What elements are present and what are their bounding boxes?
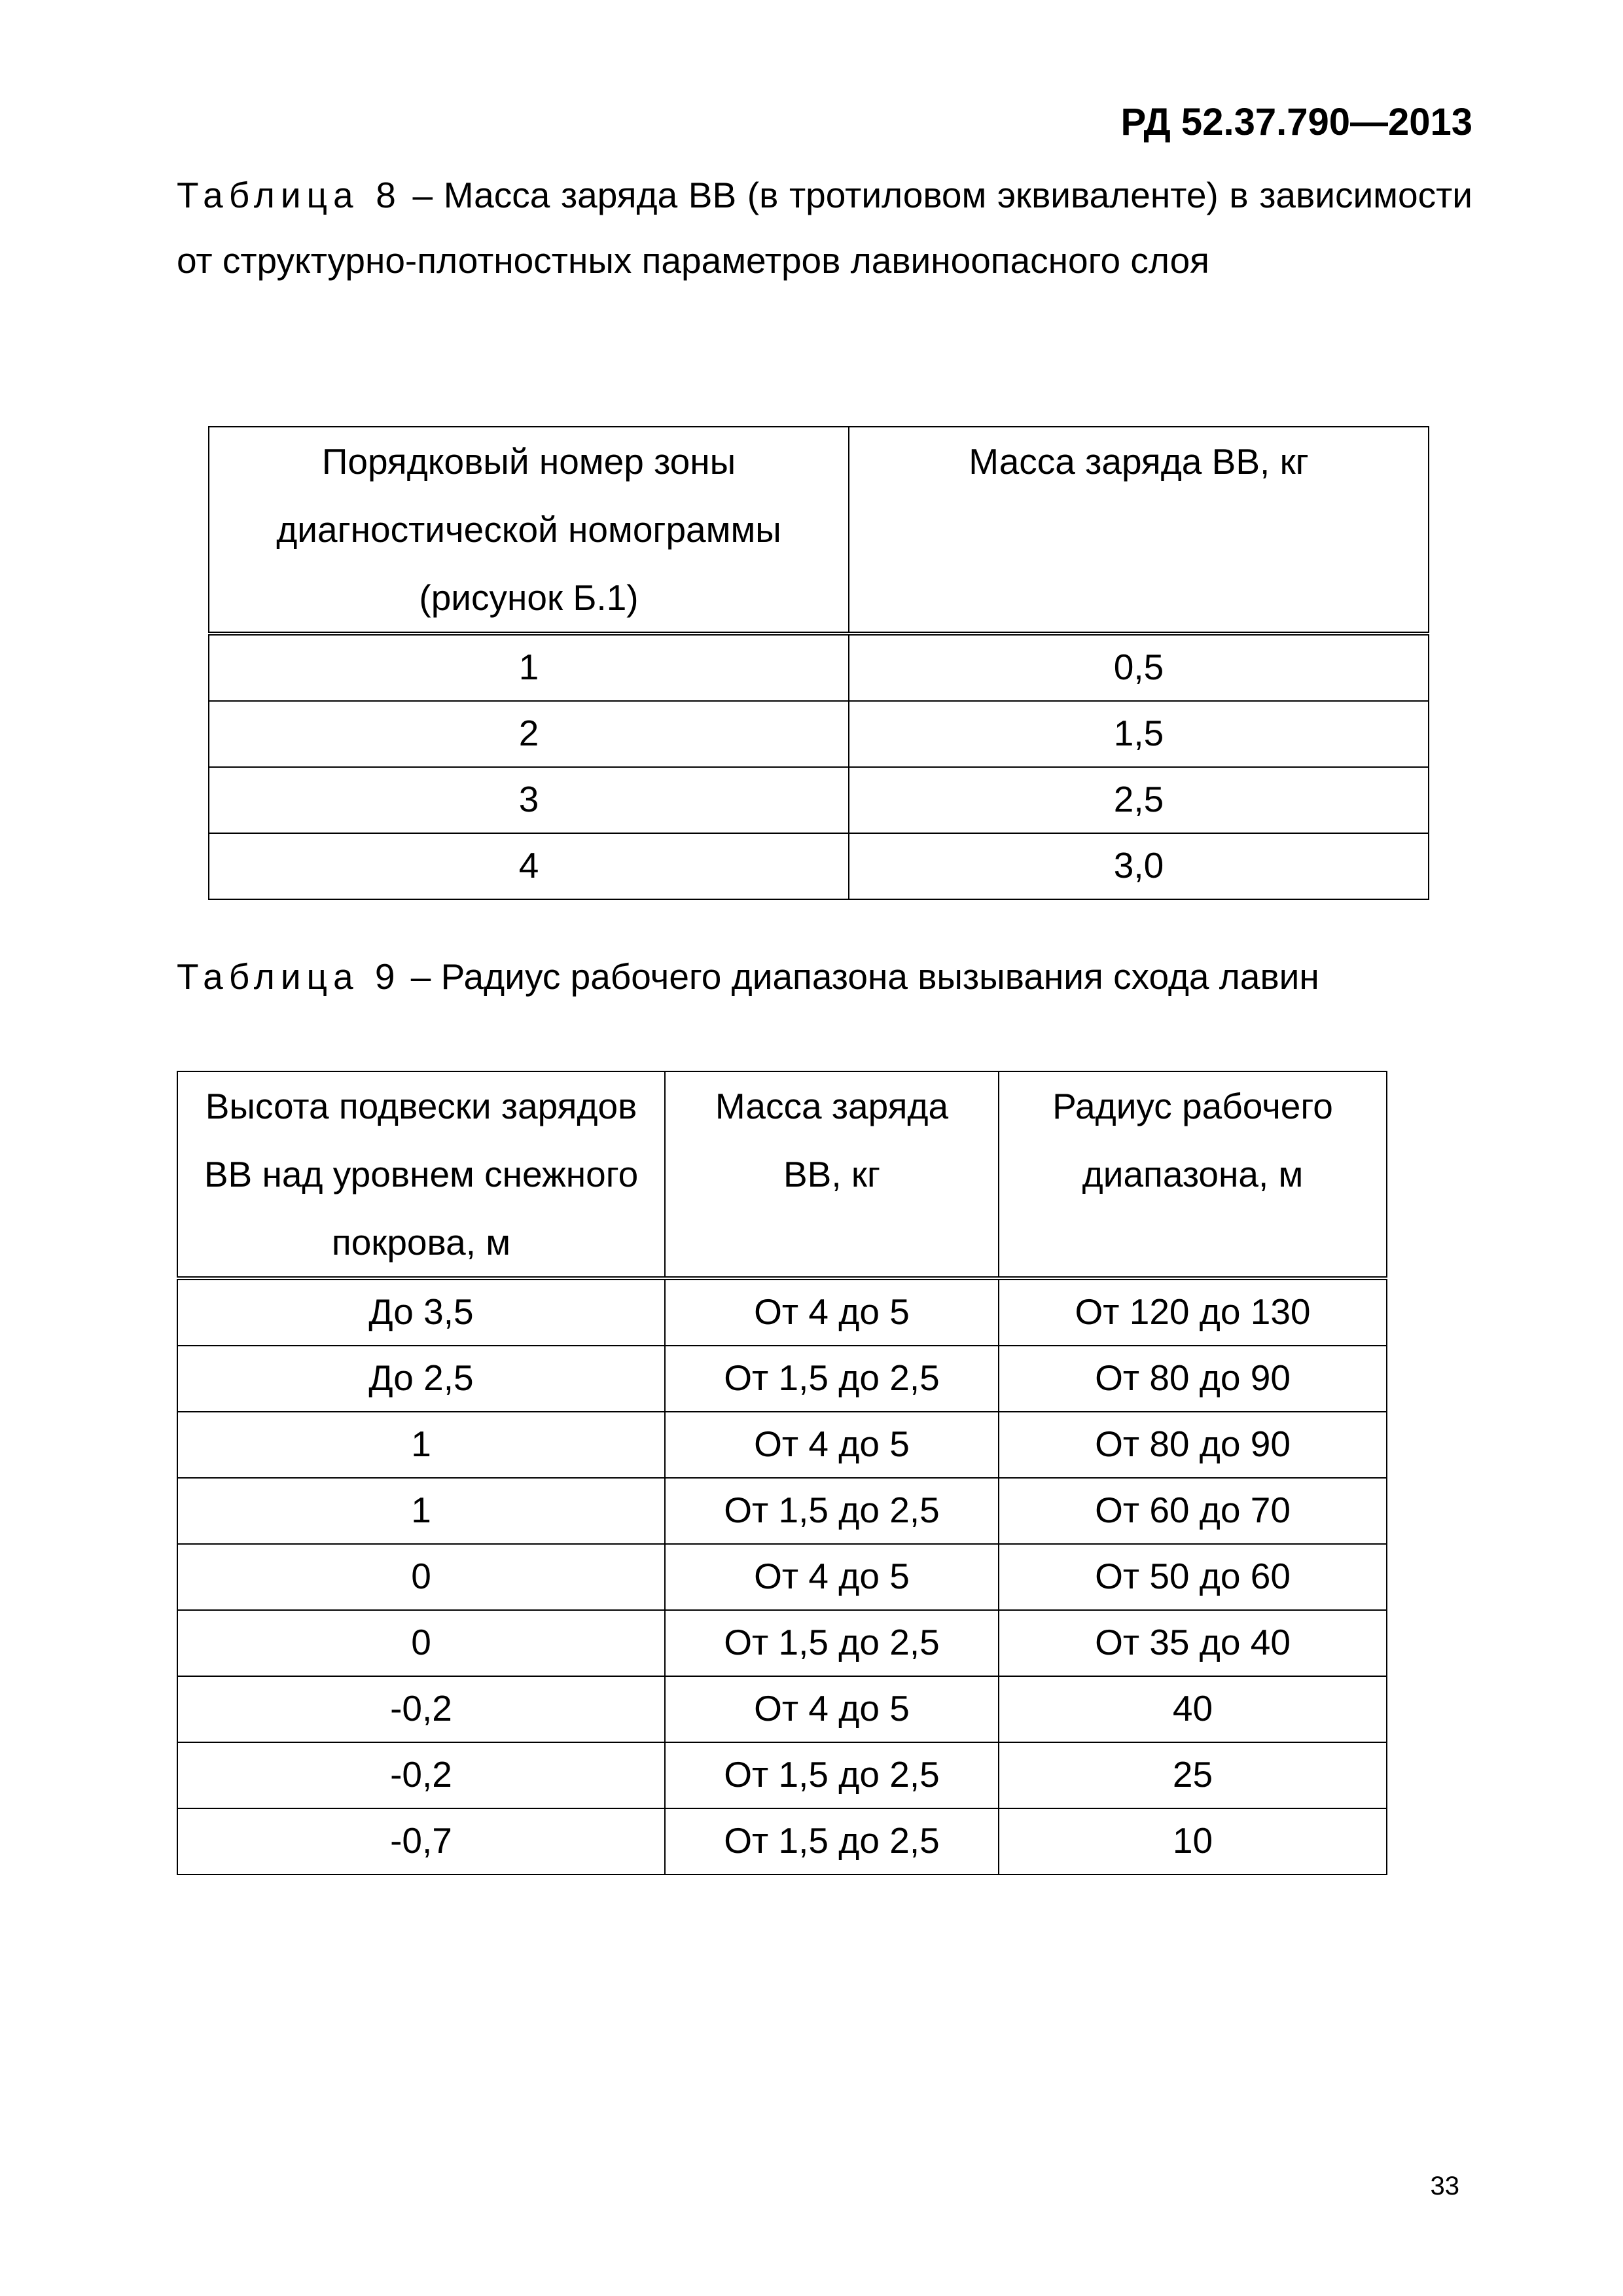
table-9-cell-radius: От 80 до 90 — [999, 1346, 1387, 1412]
table-9-header-charge-mass: Масса заряда ВВ, кг — [665, 1071, 999, 1278]
table-9-cell-mass: От 1,5 до 2,5 — [665, 1742, 999, 1808]
table-row — [177, 1808, 1387, 1874]
table-8-header-zone-number: Порядковый номер зоны диагностической номограммы (рисунок Б.1) — [209, 427, 849, 634]
table-9-cell-height: 0 — [177, 1544, 665, 1610]
table-9-header-radius: Радиус рабочего диапазона, м — [999, 1071, 1387, 1278]
table-9-cell-radius: 25 — [999, 1742, 1387, 1808]
table-8-caption — [177, 162, 1472, 293]
table-8-cell-mass: 1,5 — [849, 701, 1429, 767]
table-row — [177, 1742, 1387, 1808]
table-8-header-row — [209, 427, 1429, 634]
table-9-cell-mass: От 1,5 до 2,5 — [665, 1346, 999, 1412]
table-9-cell-height: До 2,5 — [177, 1346, 665, 1412]
table-9-caption-text: – Радиус рабочего диапазона вызывания схода лавин — [401, 956, 1319, 997]
table-8-cell-zone: 1 — [209, 634, 849, 701]
table-9-cell-height: До 3,5 — [177, 1278, 665, 1346]
table-9-cell-height: 1 — [177, 1478, 665, 1544]
table-9-cell-radius: 40 — [999, 1676, 1387, 1742]
table-9-header-row — [177, 1071, 1387, 1278]
table-9-cell-mass: От 4 до 5 — [665, 1676, 999, 1742]
table-8-cell-mass: 3,0 — [849, 833, 1429, 899]
table-9-cell-height: -0,2 — [177, 1742, 665, 1808]
table-row — [209, 833, 1429, 899]
table-9-cell-mass: От 1,5 до 2,5 — [665, 1808, 999, 1874]
table-9-cell-mass: От 4 до 5 — [665, 1412, 999, 1478]
table-row — [209, 701, 1429, 767]
table-9-cell-height: -0,2 — [177, 1676, 665, 1742]
table-9-cell-mass: От 4 до 5 — [665, 1278, 999, 1346]
table-9-cell-radius: От 60 до 70 — [999, 1478, 1387, 1544]
table-8 — [208, 426, 1429, 900]
table-8-caption-label: Таблица 8 — [177, 175, 402, 215]
table-9-cell-radius: 10 — [999, 1808, 1387, 1874]
table-8-header-charge-mass: Масса заряда ВВ, кг — [849, 427, 1429, 634]
table-9-cell-radius: От 35 до 40 — [999, 1610, 1387, 1676]
table-9-cell-height: -0,7 — [177, 1808, 665, 1874]
table-8-cell-zone: 2 — [209, 701, 849, 767]
table-row — [209, 767, 1429, 833]
page-number: 33 — [1430, 2172, 1459, 2200]
table-9-header-height: Высота подвески зарядов ВВ над уровнем снежного покрова, м — [177, 1071, 665, 1278]
table-9-cell-height: 1 — [177, 1412, 665, 1478]
table-9-cell-mass: От 1,5 до 2,5 — [665, 1478, 999, 1544]
table-9-cell-radius: От 50 до 60 — [999, 1544, 1387, 1610]
table-9-caption — [177, 944, 1472, 1009]
table-8-cell-mass: 0,5 — [849, 634, 1429, 701]
table-row — [209, 634, 1429, 701]
table-9-caption-label: Таблица 9 — [177, 956, 401, 997]
document-code: РД 52.37.790—2013 — [1120, 101, 1472, 143]
table-9-cell-height: 0 — [177, 1610, 665, 1676]
table-row — [177, 1544, 1387, 1610]
table-9-cell-radius: От 120 до 130 — [999, 1278, 1387, 1346]
table-row — [177, 1610, 1387, 1676]
table-row — [177, 1278, 1387, 1346]
table-8-cell-zone: 3 — [209, 767, 849, 833]
table-8-caption-text: – Масса заряда ВВ (в тротиловом эквиваленте) в зависимости от структурно-плотностных параметров лавиноопасного слоя — [177, 175, 1472, 281]
table-8-cell-mass: 2,5 — [849, 767, 1429, 833]
table-8-cell-zone: 4 — [209, 833, 849, 899]
table-row — [177, 1478, 1387, 1544]
table-9-cell-radius: От 80 до 90 — [999, 1412, 1387, 1478]
table-9-cell-mass: От 4 до 5 — [665, 1544, 999, 1610]
table-row — [177, 1412, 1387, 1478]
table-9-cell-mass: От 1,5 до 2,5 — [665, 1610, 999, 1676]
table-9 — [177, 1071, 1387, 1875]
table-row — [177, 1346, 1387, 1412]
table-row — [177, 1676, 1387, 1742]
